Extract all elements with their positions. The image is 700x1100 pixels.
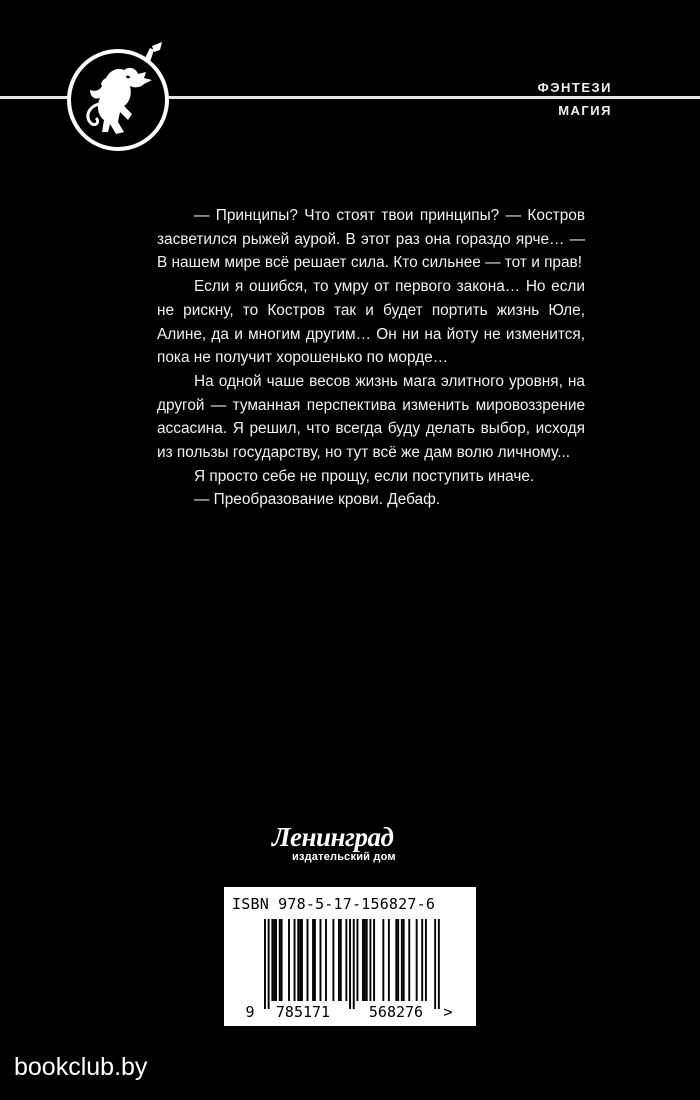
barcode-bar — [438, 919, 440, 1009]
publisher-logo — [272, 822, 432, 864]
blurb-paragraph: Если я ошибся, то умру от первого закона… Но если не рискну, то Костров так и будет портить жизнь Юле, Алине, да и многим другим… Он ни на йоту не изменится, пока не получит хорошенько по морде… — [157, 278, 585, 367]
publisher-name: Ленинград — [272, 822, 394, 852]
barcode-bar — [403, 919, 405, 1001]
barcode-bar — [353, 919, 355, 1009]
barcode-bar — [373, 919, 375, 1001]
barcode-bar — [364, 919, 366, 1001]
barcode-bar — [425, 919, 427, 1001]
barcode-bar — [273, 919, 275, 1001]
blurb-paragraph: На одной чаше весов жизнь мага элитного уровня, на другой — туманная перспектива изменить мировоззрение ассасина. Я решил, что всегда буду делать выбор, исходя из пользы государству, но тут всё же дам волю личному... — [157, 372, 585, 462]
barcode-bar — [281, 919, 283, 1001]
genre-fantasy: ФЭНТЕЗИ — [537, 80, 612, 95]
barcode-bar — [275, 919, 277, 1001]
barcode-bar — [416, 919, 418, 1001]
barcode-bar — [434, 919, 436, 1009]
barcode-bar — [271, 919, 273, 1001]
isbn-label: ISBN 978-5-17-156827-6 — [232, 895, 436, 913]
barcode-quiet-marker: > — [443, 1003, 453, 1021]
barcode-bar — [314, 919, 316, 1001]
barcode-bar — [388, 919, 390, 1001]
barcode-bar — [395, 919, 397, 1001]
barcode-bar — [297, 919, 299, 1001]
genre-labels — [538, 79, 612, 119]
barcode-bar — [299, 919, 301, 1001]
barcode-bar — [320, 919, 322, 1001]
barcode-bar — [397, 919, 399, 1001]
barcode-bar — [345, 919, 347, 1001]
lion-rampant-icon — [66, 40, 174, 152]
genre-magic: МАГИЯ — [558, 103, 612, 118]
barcode-bar — [307, 919, 309, 1001]
barcode-bar — [294, 919, 296, 1001]
barcode-bar — [340, 919, 342, 1001]
barcode-bar — [382, 919, 384, 1001]
barcode-digit-first: 9 — [245, 1003, 255, 1021]
barcode-bar — [312, 919, 314, 1001]
barcode-digits-left: 785171 — [275, 1003, 331, 1021]
barcode-bar — [408, 919, 410, 1001]
site-watermark: bookclub.by — [14, 1053, 148, 1081]
barcode-bar — [401, 919, 403, 1001]
barcode-bar — [279, 919, 281, 1001]
barcode-bar — [268, 919, 270, 1009]
isbn-barcode-panel — [224, 887, 476, 1026]
barcode-bar — [301, 919, 303, 1001]
barcode-bar — [369, 919, 371, 1001]
barcode-bar — [366, 919, 368, 1001]
barcode-bar — [338, 919, 340, 1001]
barcode-bar — [264, 919, 266, 1009]
barcode-bar — [349, 919, 351, 1009]
publisher-subtitle: издательский дом — [292, 851, 396, 863]
barcode-digits-right: 568276 — [368, 1003, 424, 1021]
blurb-paragraph: — Принципы? Что стоят твои принципы? — Костров засветился рыжей аурой. В этот раз она гораздо ярче… — В нашем мире всё решает сила. Кто сильнее — тот и прав! — [157, 207, 585, 272]
blurb-paragraph: — Преобразование крови. Дебаф. — [194, 491, 441, 509]
back-cover-blurb — [157, 204, 585, 512]
barcode-bar — [332, 919, 334, 1001]
barcode-bar — [325, 919, 327, 1001]
barcode-bar — [357, 919, 359, 1001]
barcode-bar — [421, 919, 423, 1001]
barcode-bar — [362, 919, 364, 1001]
blurb-paragraph: Я просто себе не прощу, если поступить иначе. — [194, 467, 535, 485]
barcode-bar — [288, 919, 290, 1001]
